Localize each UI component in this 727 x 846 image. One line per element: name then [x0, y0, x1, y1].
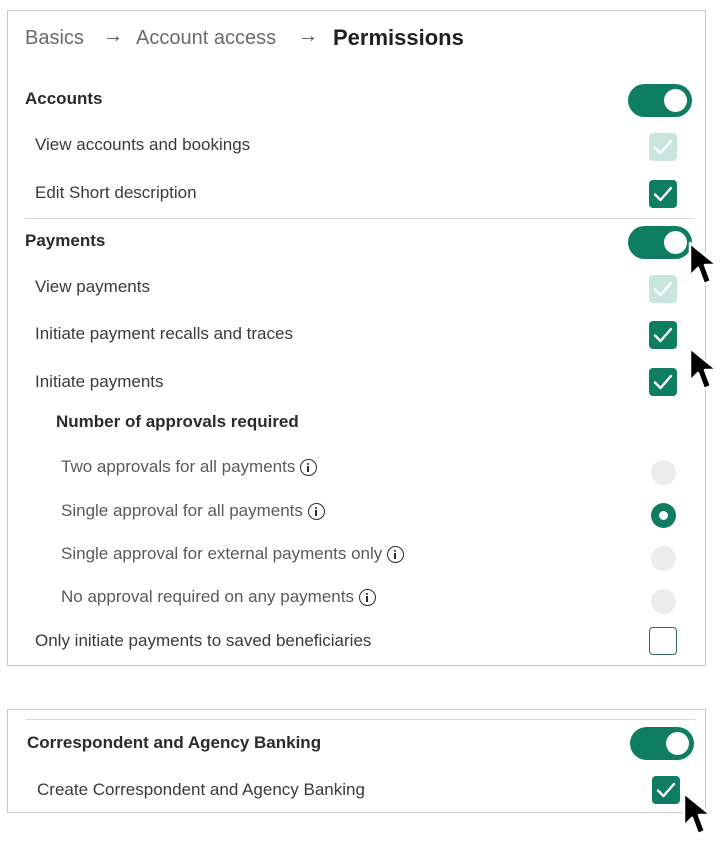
- radio-two-approvals[interactable]: [651, 460, 676, 485]
- option-single-approval-all[interactable]: [61, 501, 325, 521]
- info-icon[interactable]: [387, 546, 404, 563]
- toggle-knob: [664, 231, 687, 254]
- toggle-knob: [666, 732, 689, 755]
- saved-beneficiaries-label: Only initiate payments to saved beneficiaries: [35, 631, 372, 650]
- breadcrumb-permissions: Permissions: [333, 25, 464, 50]
- checkmark-icon: [649, 180, 677, 208]
- mouse-pointer-icon: [686, 345, 726, 393]
- option-label: Single approval for external payments only: [61, 544, 383, 563]
- checkmark-icon: [652, 776, 680, 804]
- mouse-pointer-icon: [686, 240, 726, 288]
- arrow-right-icon: →: [298, 25, 318, 47]
- checkmark-icon: [649, 368, 677, 396]
- radio-no-approval[interactable]: [651, 589, 676, 614]
- correspondent-toggle[interactable]: [630, 727, 694, 760]
- view-payments-label: View payments: [35, 277, 150, 296]
- section-divider: [25, 218, 694, 219]
- payments-section-title: Payments: [25, 231, 106, 250]
- create-correspondent-checkbox[interactable]: [652, 776, 680, 804]
- breadcrumb: [8, 11, 705, 71]
- breadcrumb-basics[interactable]: Basics: [25, 27, 84, 49]
- info-icon[interactable]: [300, 459, 317, 476]
- checkmark-icon: [649, 275, 677, 303]
- option-label: No approval required on any payments: [61, 587, 354, 606]
- info-icon[interactable]: [308, 503, 325, 520]
- correspondent-panel: [7, 709, 706, 813]
- view-accounts-label: View accounts and bookings: [35, 135, 251, 154]
- view-accounts-checkbox[interactable]: [649, 133, 677, 161]
- toggle-knob: [664, 89, 687, 112]
- payments-toggle[interactable]: [628, 226, 692, 259]
- option-label: Two approvals for all payments: [61, 457, 296, 476]
- info-icon[interactable]: [359, 589, 376, 606]
- mouse-pointer-icon: [680, 790, 720, 838]
- edit-short-description-label: Edit Short description: [35, 183, 197, 202]
- option-no-approval[interactable]: [61, 587, 376, 607]
- saved-beneficiaries-checkbox[interactable]: [649, 627, 677, 655]
- initiate-recalls-checkbox[interactable]: [649, 321, 677, 349]
- radio-single-approval-external[interactable]: [651, 546, 676, 571]
- edit-short-description-checkbox[interactable]: [649, 180, 677, 208]
- section-divider: [26, 719, 695, 720]
- initiate-payments-label: Initiate payments: [35, 372, 164, 391]
- checkmark-icon: [649, 321, 677, 349]
- option-single-approval-external[interactable]: [61, 544, 404, 564]
- initiate-recalls-label: Initiate payment recalls and traces: [35, 324, 293, 343]
- initiate-payments-checkbox[interactable]: [649, 368, 677, 396]
- checkmark-icon: [649, 133, 677, 161]
- option-label: Single approval for all payments: [61, 501, 303, 520]
- radio-single-approval-all[interactable]: [651, 503, 676, 528]
- permissions-panel: [7, 10, 706, 666]
- arrow-right-icon: →: [103, 25, 123, 47]
- accounts-toggle[interactable]: [628, 84, 692, 117]
- view-payments-checkbox[interactable]: [649, 275, 677, 303]
- approvals-title: Number of approvals required: [56, 412, 299, 431]
- accounts-section-title: Accounts: [25, 89, 103, 108]
- breadcrumb-account-access[interactable]: Account access: [136, 27, 277, 49]
- option-two-approvals[interactable]: [61, 457, 317, 477]
- correspondent-section-title: Correspondent and Agency Banking: [27, 733, 322, 752]
- create-correspondent-label: Create Correspondent and Agency Banking: [37, 780, 365, 799]
